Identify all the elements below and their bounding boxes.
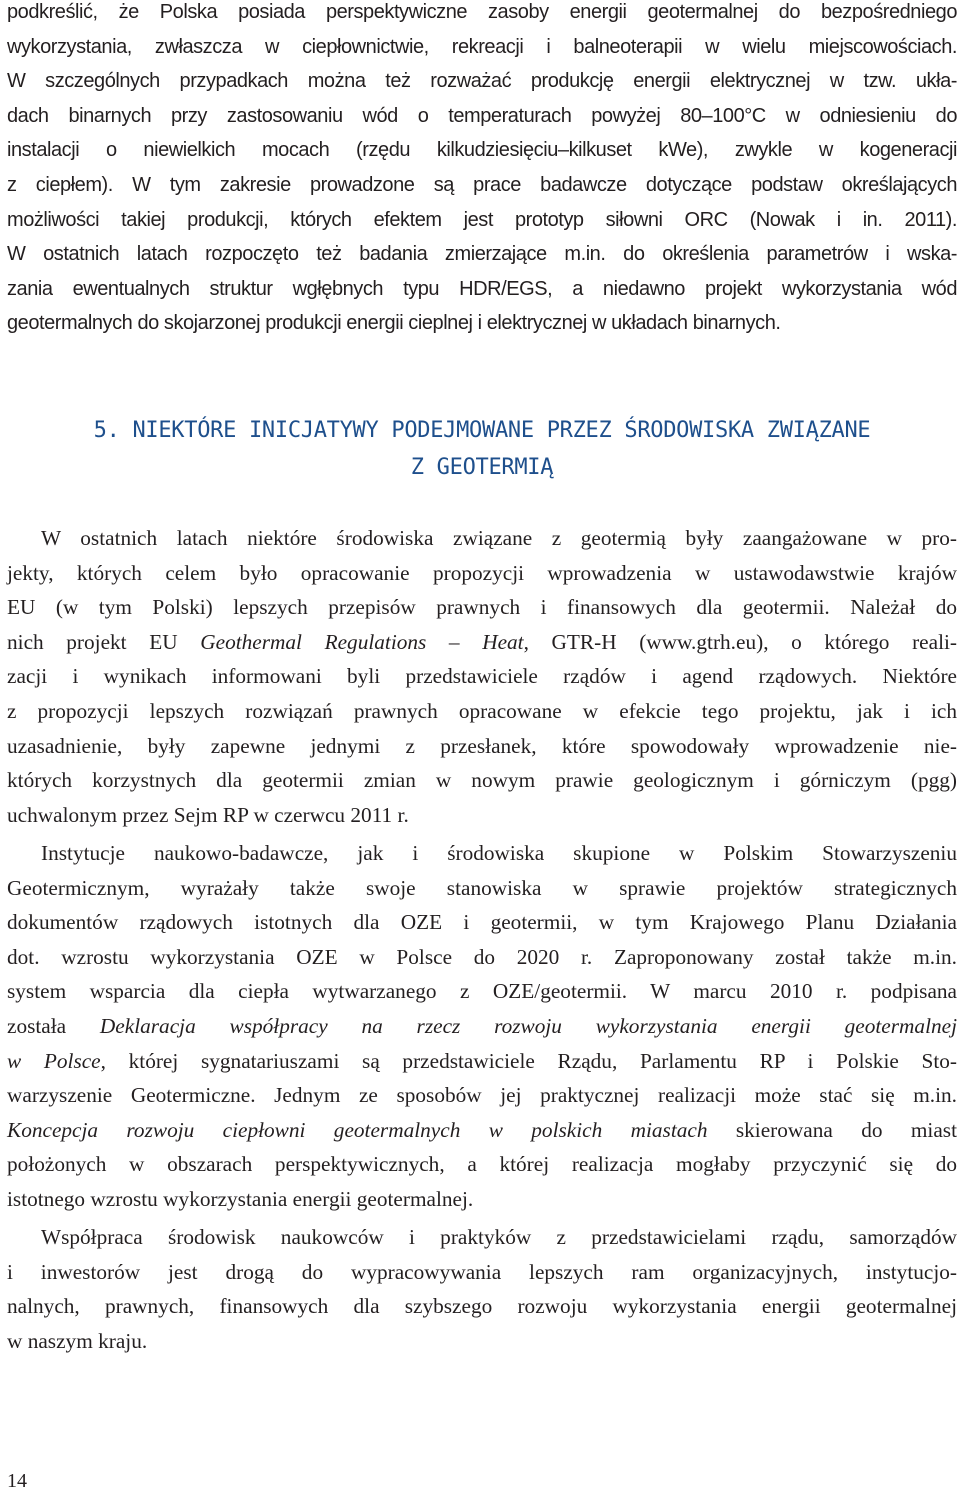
text-line: w naszym kraju. (7, 1328, 148, 1353)
text-line: zacji i wynikach informowani byli przedstawiciele rządów i agend rządowych. Niektóre (7, 664, 957, 689)
text-line: Współpraca środowisk naukowców i praktyków z przedstawicielami rządu, samorządów (41, 1225, 957, 1249)
text-fragment: nich projekt EU (7, 629, 178, 654)
text-line: W ostatnich latach niektóre środowiska związane z geotermią były zaangażowane w pro- (41, 526, 957, 550)
text-line: system wsparcia dla ciepła wytwarzanego z OZE/geotermii. W marcu 2010 r. podpisana (7, 979, 957, 1004)
text-line (7, 625, 957, 660)
text-line: instalacji o niewielkich mocach (rzędu kilkudziesięciu–kilkuset kWe), zwykle w kogeneracji (7, 139, 957, 162)
text-line: uchwalonym przez Sejm RP w czerwcu 2011 r. (7, 802, 409, 827)
text-line (7, 1009, 957, 1044)
text-line: uzasadnienie, były zapewne jednymi z przesłanek, które spowodowały wprowadzenie nie- (7, 733, 957, 758)
text-line: warzyszenie Geotermiczne. Jednym ze sposobów jej praktycznej realizacji może stać się m.in. (7, 1083, 957, 1108)
text-line: W ostatnich latach rozpoczęto też badania zmierzające m.in. do określenia parametrów i wska- (7, 243, 957, 266)
text-line: Instytucje naukowo-badawcze, jak i środowiska skupione w Polskim Stowarzyszeniu (41, 841, 957, 865)
section-heading-line-1: 5. NIEKTÓRE INICJATYWY PODEJMOWANE PRZEZ ŚRODOWISKA ZWIĄZANE (93, 418, 871, 443)
text-line: W szczególnych przypadkach można też rozważać produkcję energii elektrycznej w tzw. ukła- (7, 70, 957, 93)
text-fragment: skierowana do miast (735, 1117, 957, 1142)
text-line: położonych w obszarach perspektywicznych, a której realizacja mogłaby przyczynić się do (7, 1152, 957, 1177)
paragraph-3 (7, 1220, 957, 1358)
text-fragment: , której sygnatariuszami są przedstawiciele Rządu, Parlamentu RP i Polskie Sto- (100, 1048, 957, 1073)
concept-title: Koncepcja rozwoju ciepłowni geotermalnych w polskich miastach (7, 1117, 708, 1142)
text-line: dot. wzrostu wykorzystania OZE w Polsce do 2020 r. Zaproponowany został także m.in. (7, 944, 957, 969)
text-line: dach binarnych przy zastosowaniu wód o temperaturach powyżej 80–100°C w odniesieniu do (7, 104, 957, 127)
declaration-title-end: w Polsce (7, 1048, 101, 1073)
text-line: dokumentów rządowych istotnych dla OZE i geotermii, w tym Krajowego Planu Działania (7, 910, 957, 935)
project-title: Geothermal Regulations – Heat (200, 629, 524, 654)
text-fragment: została (7, 1013, 67, 1038)
document-page (7, 0, 957, 1498)
text-fragment: , GTR-H (www.gtrh.eu), o którego reali- (523, 629, 957, 654)
text-line: EU (w tym Polski) lepszych przepisów prawnych i finansowych dla geotermii. Należał do (7, 595, 957, 620)
text-line: nalnych, prawnych, finansowych dla szybszego rozwoju wykorzystania energii geotermalnej (7, 1294, 957, 1319)
text-line: wykorzystania, zwłaszcza w ciepłownictwie, rekreacji i balneoterapii w wielu miejscowościach. (7, 35, 957, 58)
text-line: i inwestorów jest drogą do wypracowywania lepszych ram organizacyjnych, instytucjo- (7, 1259, 957, 1284)
text-line: z ciepłem). W tym zakresie prowadzone są prace badawcze dotyczące podstaw określających (7, 173, 957, 196)
section-heading-line-2: Z GEOTERMIĄ (410, 455, 554, 480)
text-line: zania ewentualnych struktur wgłębnych typu HDR/EGS, a niedawno projekt wykorzystania wód (7, 277, 957, 300)
intro-paragraph (7, 0, 957, 341)
text-line: z propozycji lepszych rozwiązań prawnych opracowane w efekcie tego projektu, jak i ich (7, 698, 957, 723)
text-line: możliwości takiej produkcji, których efektem jest prototyp siłowni ORC (Nowak i in. 2011). (7, 208, 957, 231)
text-line: podkreślić, że Polska posiada perspektywiczne zasoby energii geotermalnej do bezpośredniego (7, 1, 957, 23)
paragraph-2 (7, 836, 957, 1217)
text-line: których korzystnych dla geotermii zmian w nowym prawie geologicznym i górniczym (pgg) (7, 768, 957, 793)
text-line: Geotermicznym, wyrażały także swoje stanowiska w sprawie projektów strategicznych (7, 875, 957, 900)
text-line (7, 1044, 957, 1079)
paragraph-1 (7, 521, 957, 832)
text-line: jekty, których celem było opracowanie propozycji wprowadzenia w ustawodawstwie krajów (7, 560, 957, 585)
page-number: 14 (7, 1470, 27, 1492)
text-line (7, 1113, 957, 1148)
text-line: geotermalnych do skojarzonej produkcji energii cieplnej i elektrycznej w układach binarnych. (7, 312, 781, 335)
text-line: istotnego wzrostu wykorzystania energii geotermalnej. (7, 1186, 474, 1211)
declaration-title: Deklaracja współpracy na rzecz rozwoju wykorzystania energii geotermalnej (99, 1013, 957, 1038)
